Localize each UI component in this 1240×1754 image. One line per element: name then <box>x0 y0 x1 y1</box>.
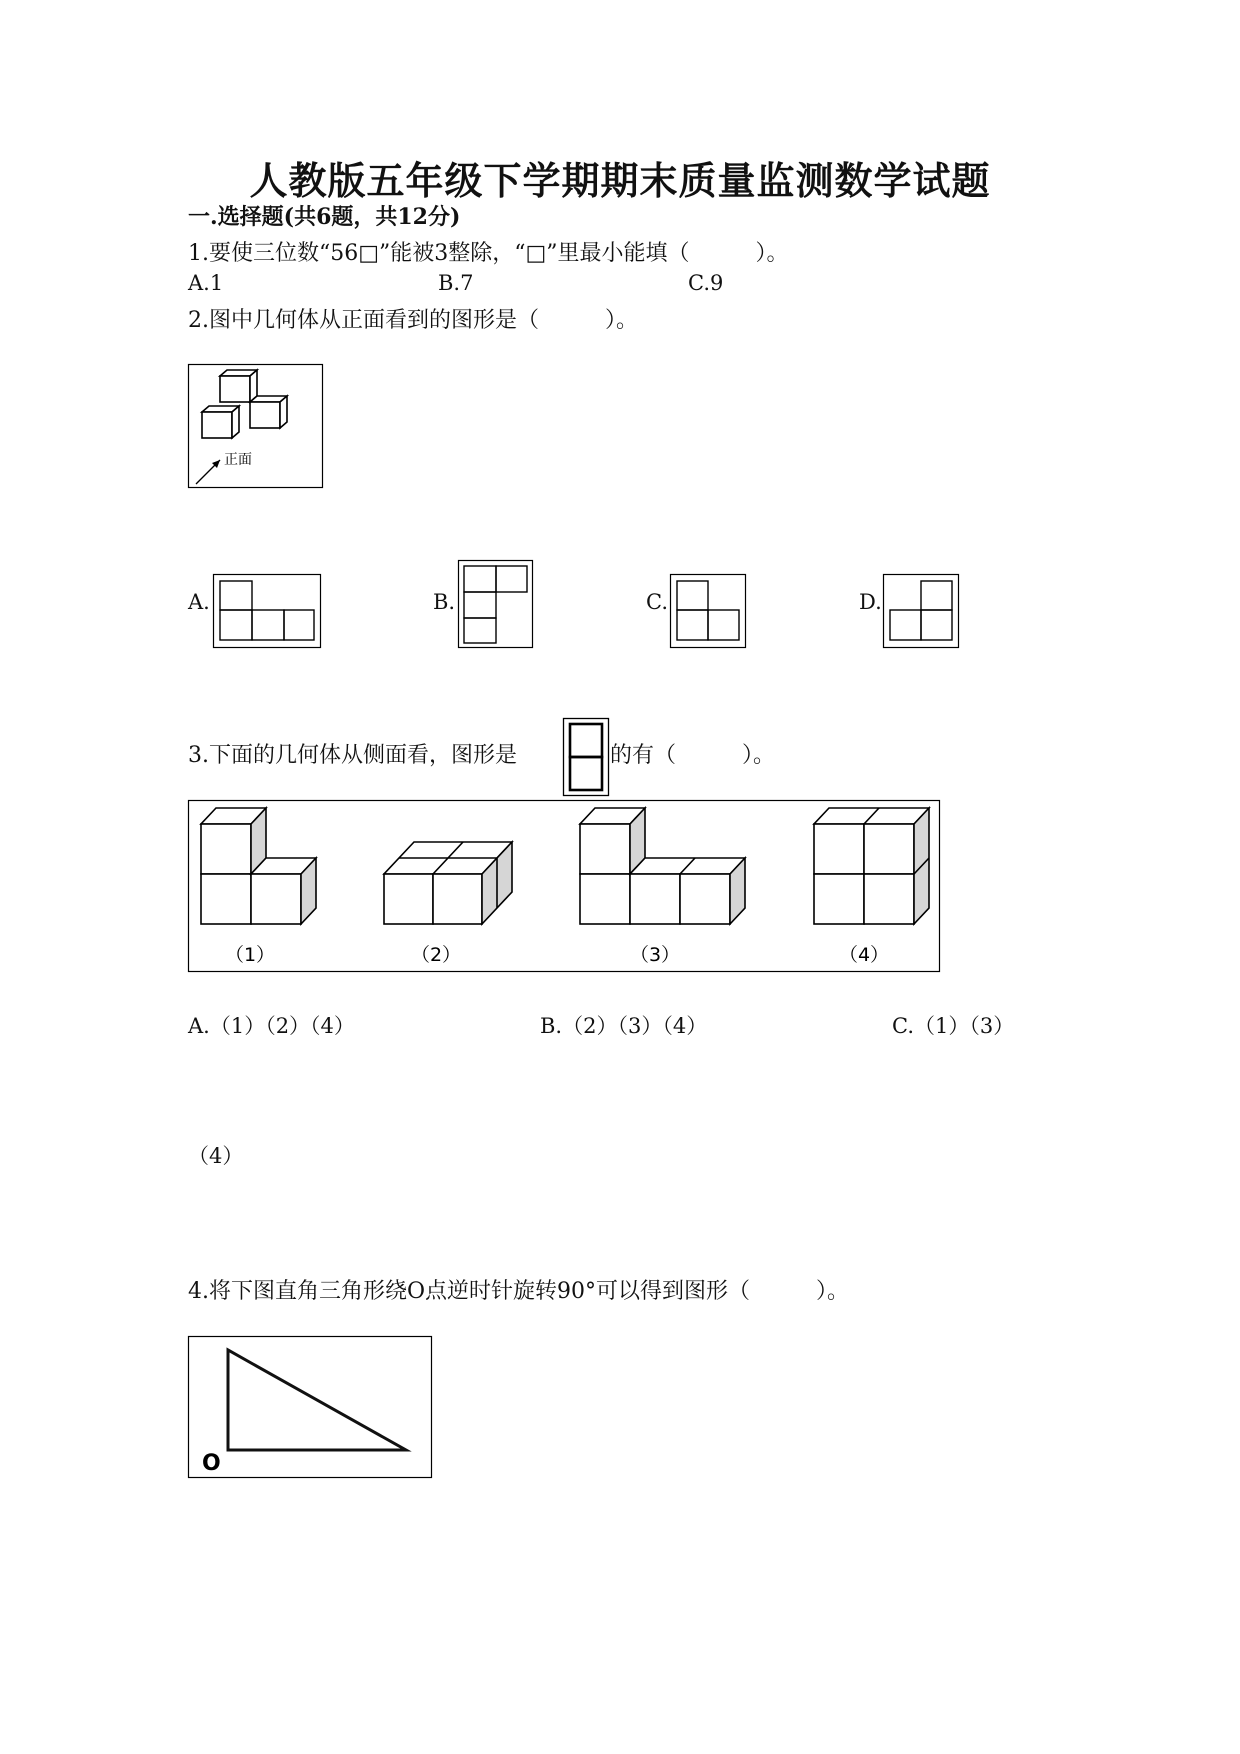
q3-figure-4 <box>814 808 929 924</box>
q2-option-d-figure <box>883 574 959 648</box>
q3-option-a: A.（1）（2）（4） <box>188 1014 355 1038</box>
q3-figure-2 <box>384 842 512 924</box>
q2-option-c: C. <box>646 590 668 614</box>
q3-figure-1 <box>201 808 316 924</box>
q3-figure-4-label: （4） <box>838 944 890 966</box>
question-3-text-after: 的有（ ）。 <box>610 743 776 768</box>
question-4-text: 4.将下图直角三角形绕O点逆时针旋转90°可以得到图形（ ）。 <box>188 1279 850 1304</box>
q4-triangle-figure <box>188 1336 432 1478</box>
q2-cube-figure <box>188 364 323 488</box>
q3-figure-3-label: （3） <box>629 944 681 966</box>
q2-option-a-figure <box>213 574 321 648</box>
q3-side-view-icon <box>563 718 609 796</box>
q2-option-b: B. <box>433 590 456 614</box>
q2-front-label: 正面 <box>224 452 252 468</box>
q3-figure-2-label: （2） <box>410 944 462 966</box>
q1-option-b: B.7 <box>438 271 474 295</box>
q3-option-c-wrap: （4） <box>188 1144 244 1168</box>
q3-figure-1-label: （1） <box>224 944 276 966</box>
q2-option-a: A. <box>188 590 210 614</box>
q2-option-d: D. <box>859 590 882 614</box>
q3-option-b: B.（2）（3）（4） <box>540 1014 708 1038</box>
q4-point-o-label: O <box>202 1451 221 1476</box>
q2-option-c-figure <box>670 574 746 648</box>
q1-option-a: A.1 <box>188 271 224 295</box>
section-heading: 一.选择题(共6题，共12分) <box>188 204 461 230</box>
question-1-text: 1.要使三位数“56□”能被3整除，“□”里最小能填（ ）。 <box>188 241 789 266</box>
q2-option-b-figure <box>458 560 533 648</box>
q3-figure-3 <box>580 808 745 924</box>
question-2-text: 2.图中几何体从正面看到的图形是（ ）。 <box>188 308 638 333</box>
page-title: 人教版五年级下学期期末质量监测数学试题 <box>249 158 991 203</box>
q3-figures-panel <box>188 800 940 972</box>
q1-option-c: C.9 <box>688 271 724 295</box>
q3-option-c: C.（1）（3） <box>892 1014 1015 1038</box>
question-3-text-before: 3.下面的几何体从侧面看，图形是 <box>188 743 517 768</box>
